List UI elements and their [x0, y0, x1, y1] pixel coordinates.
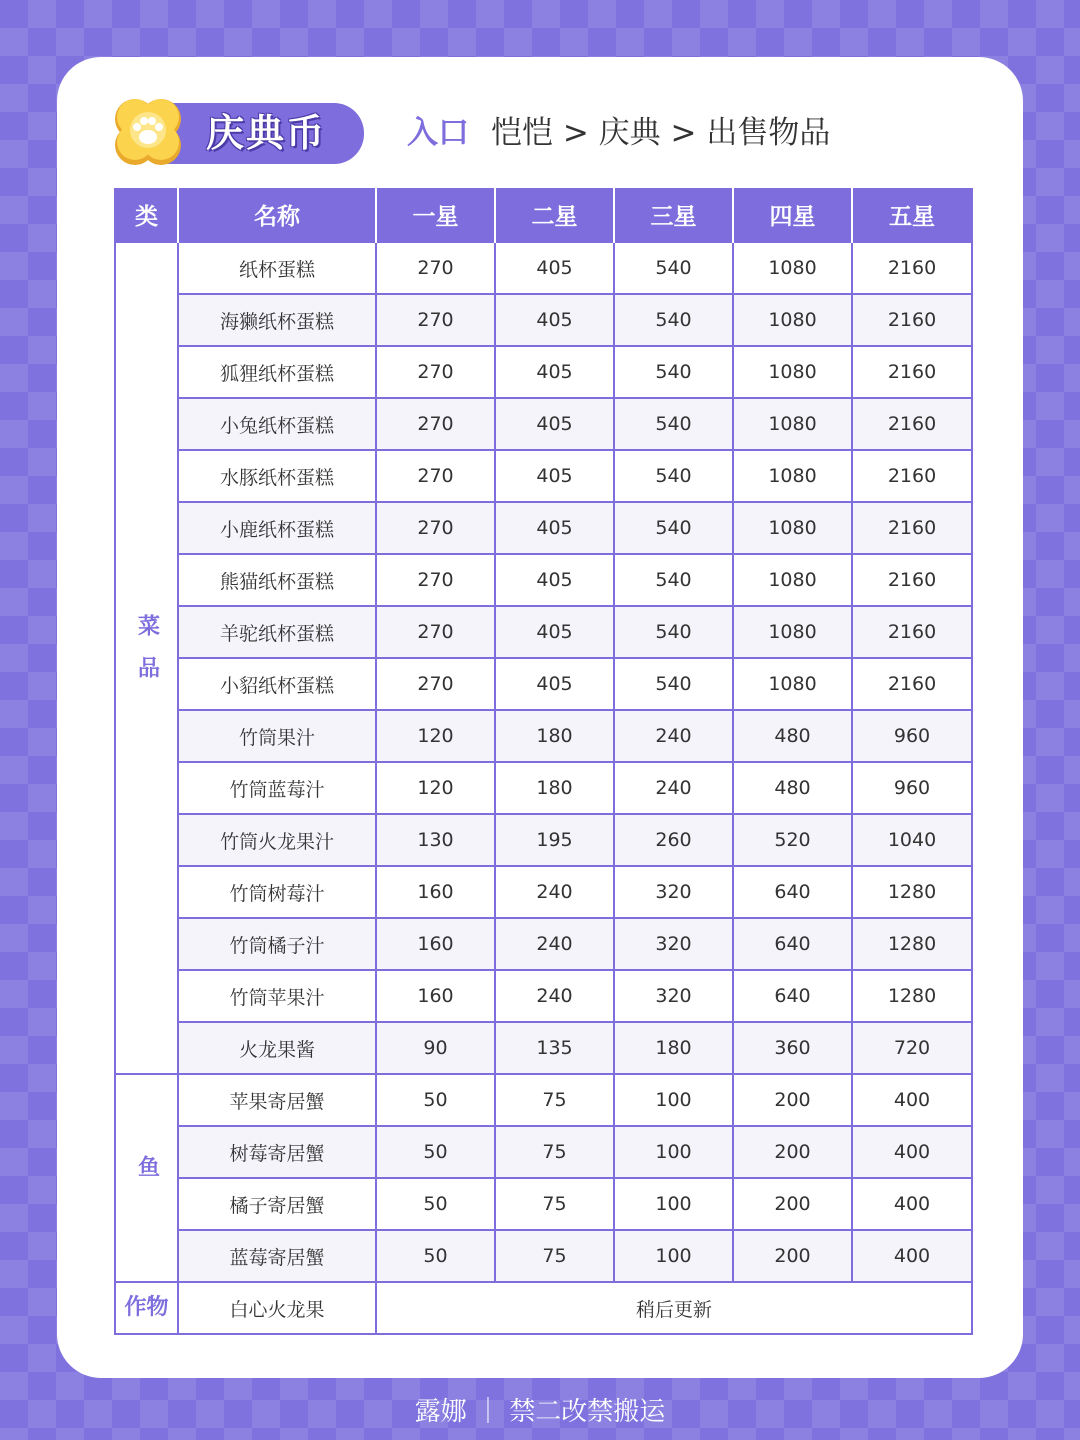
header-name: 名称 — [178, 188, 376, 242]
star3-price-cell: 540 — [614, 450, 733, 502]
table-header-row — [115, 188, 972, 242]
star2-price-cell: 180 — [495, 710, 614, 762]
star4-price-cell: 200 — [733, 1126, 852, 1178]
star1-price-cell: 270 — [376, 294, 495, 346]
star4-price-cell: 640 — [733, 866, 852, 918]
star2-price-cell: 405 — [495, 242, 614, 294]
star3-price-cell: 540 — [614, 606, 733, 658]
table-row — [115, 242, 972, 294]
star5-price-cell: 2160 — [852, 658, 972, 710]
entry-label: 入口 — [407, 115, 469, 151]
paw-badge-icon — [108, 95, 188, 169]
item-name-cell: 竹筒苹果汁 — [178, 970, 376, 1022]
item-name-cell: 水豚纸杯蛋糕 — [178, 450, 376, 502]
table-row — [115, 1126, 972, 1178]
star1-price-cell: 270 — [376, 450, 495, 502]
table-row — [115, 294, 972, 346]
category-label: 鱼 — [134, 1154, 160, 1197]
star1-price-cell: 270 — [376, 502, 495, 554]
table-row — [115, 1074, 972, 1126]
star5-price-cell: 400 — [852, 1178, 972, 1230]
entry-path: 恺恺 > 庆典 > 出售物品 — [491, 115, 831, 151]
table-row — [115, 502, 972, 554]
star5-price-cell: 1280 — [852, 918, 972, 970]
star3-price-cell: 100 — [614, 1178, 733, 1230]
table-row — [115, 866, 972, 918]
star1-price-cell: 270 — [376, 398, 495, 450]
star4-price-cell: 1080 — [733, 346, 852, 398]
star2-price-cell: 180 — [495, 762, 614, 814]
category-cell — [115, 1282, 178, 1334]
star3-price-cell: 180 — [614, 1022, 733, 1074]
star2-price-cell: 240 — [495, 970, 614, 1022]
category-cell — [115, 1074, 178, 1282]
star5-price-cell: 2160 — [852, 294, 972, 346]
star2-price-cell: 405 — [495, 346, 614, 398]
star4-price-cell: 1080 — [733, 502, 852, 554]
star4-price-cell: 640 — [733, 918, 852, 970]
star1-price-cell: 50 — [376, 1074, 495, 1126]
star2-price-cell: 75 — [495, 1126, 614, 1178]
star2-price-cell: 75 — [495, 1230, 614, 1282]
star4-price-cell: 480 — [733, 762, 852, 814]
star3-price-cell: 320 — [614, 866, 733, 918]
star1-price-cell: 270 — [376, 554, 495, 606]
star3-price-cell: 260 — [614, 814, 733, 866]
star5-price-cell: 720 — [852, 1022, 972, 1074]
header-star3: 三星 — [614, 188, 733, 242]
star5-price-cell: 960 — [852, 710, 972, 762]
star4-price-cell: 1080 — [733, 294, 852, 346]
item-name-cell: 小兔纸杯蛋糕 — [178, 398, 376, 450]
item-name-cell: 火龙果酱 — [178, 1022, 376, 1074]
table-row — [115, 450, 972, 502]
item-name-cell: 海獭纸杯蛋糕 — [178, 294, 376, 346]
star1-price-cell: 270 — [376, 346, 495, 398]
item-name-cell: 蓝莓寄居蟹 — [178, 1230, 376, 1282]
category-label: 菜品 — [134, 613, 160, 698]
item-name-cell: 小鹿纸杯蛋糕 — [178, 502, 376, 554]
star5-price-cell: 1040 — [852, 814, 972, 866]
star2-price-cell: 405 — [495, 606, 614, 658]
star2-price-cell: 240 — [495, 866, 614, 918]
star1-price-cell: 160 — [376, 918, 495, 970]
star1-price-cell: 50 — [376, 1126, 495, 1178]
star3-price-cell: 540 — [614, 242, 733, 294]
star2-price-cell: 75 — [495, 1178, 614, 1230]
category-label: 作物 — [124, 1295, 169, 1320]
star3-price-cell: 320 — [614, 918, 733, 970]
table-row — [115, 398, 972, 450]
star5-price-cell: 400 — [852, 1230, 972, 1282]
star5-price-cell: 2160 — [852, 346, 972, 398]
table-body — [115, 242, 972, 1334]
table-row — [115, 1178, 972, 1230]
star5-price-cell: 2160 — [852, 606, 972, 658]
star5-price-cell: 2160 — [852, 242, 972, 294]
star5-price-cell: 400 — [852, 1126, 972, 1178]
star4-price-cell: 1080 — [733, 398, 852, 450]
star2-price-cell: 405 — [495, 554, 614, 606]
table-row — [115, 554, 972, 606]
star3-price-cell: 320 — [614, 970, 733, 1022]
star2-price-cell: 75 — [495, 1074, 614, 1126]
star3-price-cell: 540 — [614, 658, 733, 710]
star5-price-cell: 2160 — [852, 554, 972, 606]
star4-price-cell: 1080 — [733, 554, 852, 606]
item-name-cell: 小貂纸杯蛋糕 — [178, 658, 376, 710]
table-row — [115, 1022, 972, 1074]
star3-price-cell: 100 — [614, 1074, 733, 1126]
star2-price-cell: 405 — [495, 658, 614, 710]
item-name-cell: 树莓寄居蟹 — [178, 1126, 376, 1178]
star1-price-cell: 50 — [376, 1230, 495, 1282]
star1-price-cell: 120 — [376, 710, 495, 762]
table-row — [115, 1230, 972, 1282]
star1-price-cell: 160 — [376, 866, 495, 918]
table-row — [115, 970, 972, 1022]
star4-price-cell: 200 — [733, 1230, 852, 1282]
star1-price-cell: 130 — [376, 814, 495, 866]
star4-price-cell: 520 — [733, 814, 852, 866]
star4-price-cell: 200 — [733, 1074, 852, 1126]
star2-price-cell: 240 — [495, 918, 614, 970]
item-name-cell: 竹筒树莓汁 — [178, 866, 376, 918]
item-name-cell: 狐狸纸杯蛋糕 — [178, 346, 376, 398]
star3-price-cell: 540 — [614, 554, 733, 606]
star1-price-cell: 90 — [376, 1022, 495, 1074]
item-name-cell: 橘子寄居蟹 — [178, 1178, 376, 1230]
star4-price-cell: 360 — [733, 1022, 852, 1074]
star1-price-cell: 270 — [376, 606, 495, 658]
table-row — [115, 814, 972, 866]
item-name-cell: 苹果寄居蟹 — [178, 1074, 376, 1126]
header-category: 类 — [115, 188, 178, 242]
table-row — [115, 918, 972, 970]
star3-price-cell: 100 — [614, 1126, 733, 1178]
star3-price-cell: 240 — [614, 710, 733, 762]
category-cell — [115, 242, 178, 1074]
star4-price-cell: 640 — [733, 970, 852, 1022]
star3-price-cell: 240 — [614, 762, 733, 814]
header-star1: 一星 — [376, 188, 495, 242]
star3-price-cell: 100 — [614, 1230, 733, 1282]
star4-price-cell: 1080 — [733, 606, 852, 658]
item-name-cell: 熊猫纸杯蛋糕 — [178, 554, 376, 606]
item-name-cell: 竹筒橘子汁 — [178, 918, 376, 970]
table-row — [115, 1282, 972, 1334]
item-name-cell: 竹筒果汁 — [178, 710, 376, 762]
star2-price-cell: 195 — [495, 814, 614, 866]
star1-price-cell: 270 — [376, 658, 495, 710]
table-row — [115, 606, 972, 658]
item-name-cell: 竹筒蓝莓汁 — [178, 762, 376, 814]
star4-price-cell: 1080 — [733, 658, 852, 710]
header-star5: 五星 — [852, 188, 972, 242]
item-name-cell: 纸杯蛋糕 — [178, 242, 376, 294]
star4-price-cell: 1080 — [733, 450, 852, 502]
star3-price-cell: 540 — [614, 502, 733, 554]
star4-price-cell: 1080 — [733, 242, 852, 294]
pending-note-cell: 稍后更新 — [376, 1282, 972, 1334]
star1-price-cell: 120 — [376, 762, 495, 814]
table-row — [115, 710, 972, 762]
table-row — [115, 346, 972, 398]
star2-price-cell: 405 — [495, 450, 614, 502]
footer-credit: 露娜 ｜ 禁二改禁搬运 — [414, 1397, 666, 1427]
star1-price-cell: 50 — [376, 1178, 495, 1230]
star1-price-cell: 160 — [376, 970, 495, 1022]
star4-price-cell: 480 — [733, 710, 852, 762]
header-star4: 四星 — [733, 188, 852, 242]
star5-price-cell: 2160 — [852, 398, 972, 450]
price-table — [114, 188, 973, 1335]
item-name-cell: 羊驼纸杯蛋糕 — [178, 606, 376, 658]
star3-price-cell: 540 — [614, 346, 733, 398]
star5-price-cell: 1280 — [852, 866, 972, 918]
item-name-cell: 白心火龙果 — [178, 1282, 376, 1334]
star5-price-cell: 1280 — [852, 970, 972, 1022]
star4-price-cell: 200 — [733, 1178, 852, 1230]
star1-price-cell: 270 — [376, 242, 495, 294]
entry-breadcrumb — [407, 110, 830, 156]
star2-price-cell: 135 — [495, 1022, 614, 1074]
item-name-cell: 竹筒火龙果汁 — [178, 814, 376, 866]
star2-price-cell: 405 — [495, 502, 614, 554]
table-row — [115, 762, 972, 814]
star2-price-cell: 405 — [495, 294, 614, 346]
star3-price-cell: 540 — [614, 294, 733, 346]
star5-price-cell: 400 — [852, 1074, 972, 1126]
header-star2: 二星 — [495, 188, 614, 242]
table-row — [115, 658, 972, 710]
star5-price-cell: 960 — [852, 762, 972, 814]
star3-price-cell: 540 — [614, 398, 733, 450]
star5-price-cell: 2160 — [852, 450, 972, 502]
star2-price-cell: 405 — [495, 398, 614, 450]
page-title: 庆典币 — [160, 103, 364, 164]
star5-price-cell: 2160 — [852, 502, 972, 554]
